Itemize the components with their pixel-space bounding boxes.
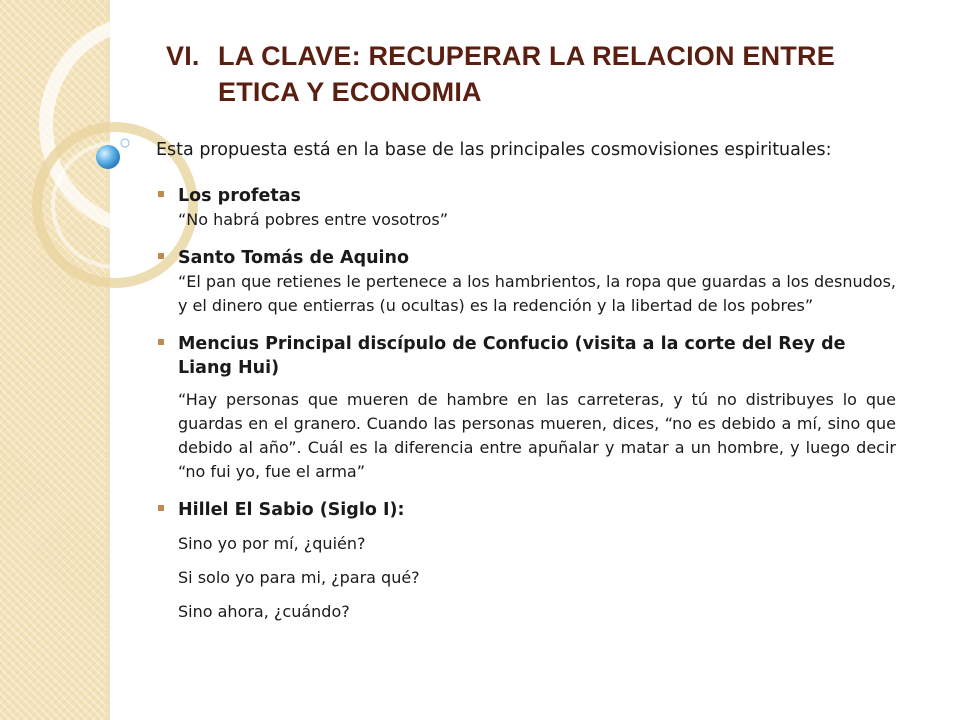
item-quote: “No habrá pobres entre vosotros” xyxy=(178,210,449,229)
blue-orb-icon xyxy=(96,145,120,169)
square-bullet-icon xyxy=(158,339,164,345)
square-bullet-icon xyxy=(158,191,164,197)
slide-body xyxy=(156,138,896,638)
item-heading: Mencius Principal discípulo de Confucio (visita a la corte del Rey de Liang Hui) xyxy=(178,334,846,378)
item-quote: “El pan que retienes le pertenece a los hambrientos, la ropa que guardas a los desnudos, y el dinero que entierras (u ocultas) es la redención y la libertad de los pobres” xyxy=(178,272,896,315)
title-number: VI. xyxy=(166,41,200,71)
item-heading: Santo Tomás de Aquino xyxy=(178,248,410,268)
slide-title xyxy=(166,38,906,110)
item-heading: Los profetas xyxy=(178,186,301,206)
hillel-line-1: Sino yo por mí, ¿quién? xyxy=(178,534,366,553)
hillel-line-3: Sino ahora, ¿cuándo? xyxy=(178,602,350,621)
title-line-1: LA CLAVE: RECUPERAR LA RELACION ENTRE xyxy=(218,41,835,71)
title-line-2: ETICA Y ECONOMIA xyxy=(218,77,482,107)
square-bullet-icon xyxy=(158,505,164,511)
bullet-item-profetas xyxy=(156,184,896,232)
bullet-item-hillel xyxy=(156,498,896,624)
item-heading: Hillel El Sabio (Siglo I): xyxy=(178,500,405,520)
intro-text: Esta propuesta está en la base de las principales cosmovisiones espirituales: xyxy=(156,140,832,160)
hillel-line-2: Si solo yo para mi, ¿para qué? xyxy=(178,568,420,587)
bullet-item-santo-tomas xyxy=(156,246,896,318)
item-quote: “Hay personas que mueren de hambre en las carreteras, y tú no distribuyes lo que guardas en el granero. Cuando las personas mueren, dices, “no es debido a mí, sino que debido al año”. Cuál es la diferencia entre apuñalar y matar a un hombre, y luego decir “no fui yo, fue el arma” xyxy=(178,390,896,481)
bullet-item-mencius xyxy=(156,332,896,484)
square-bullet-icon xyxy=(158,253,164,259)
